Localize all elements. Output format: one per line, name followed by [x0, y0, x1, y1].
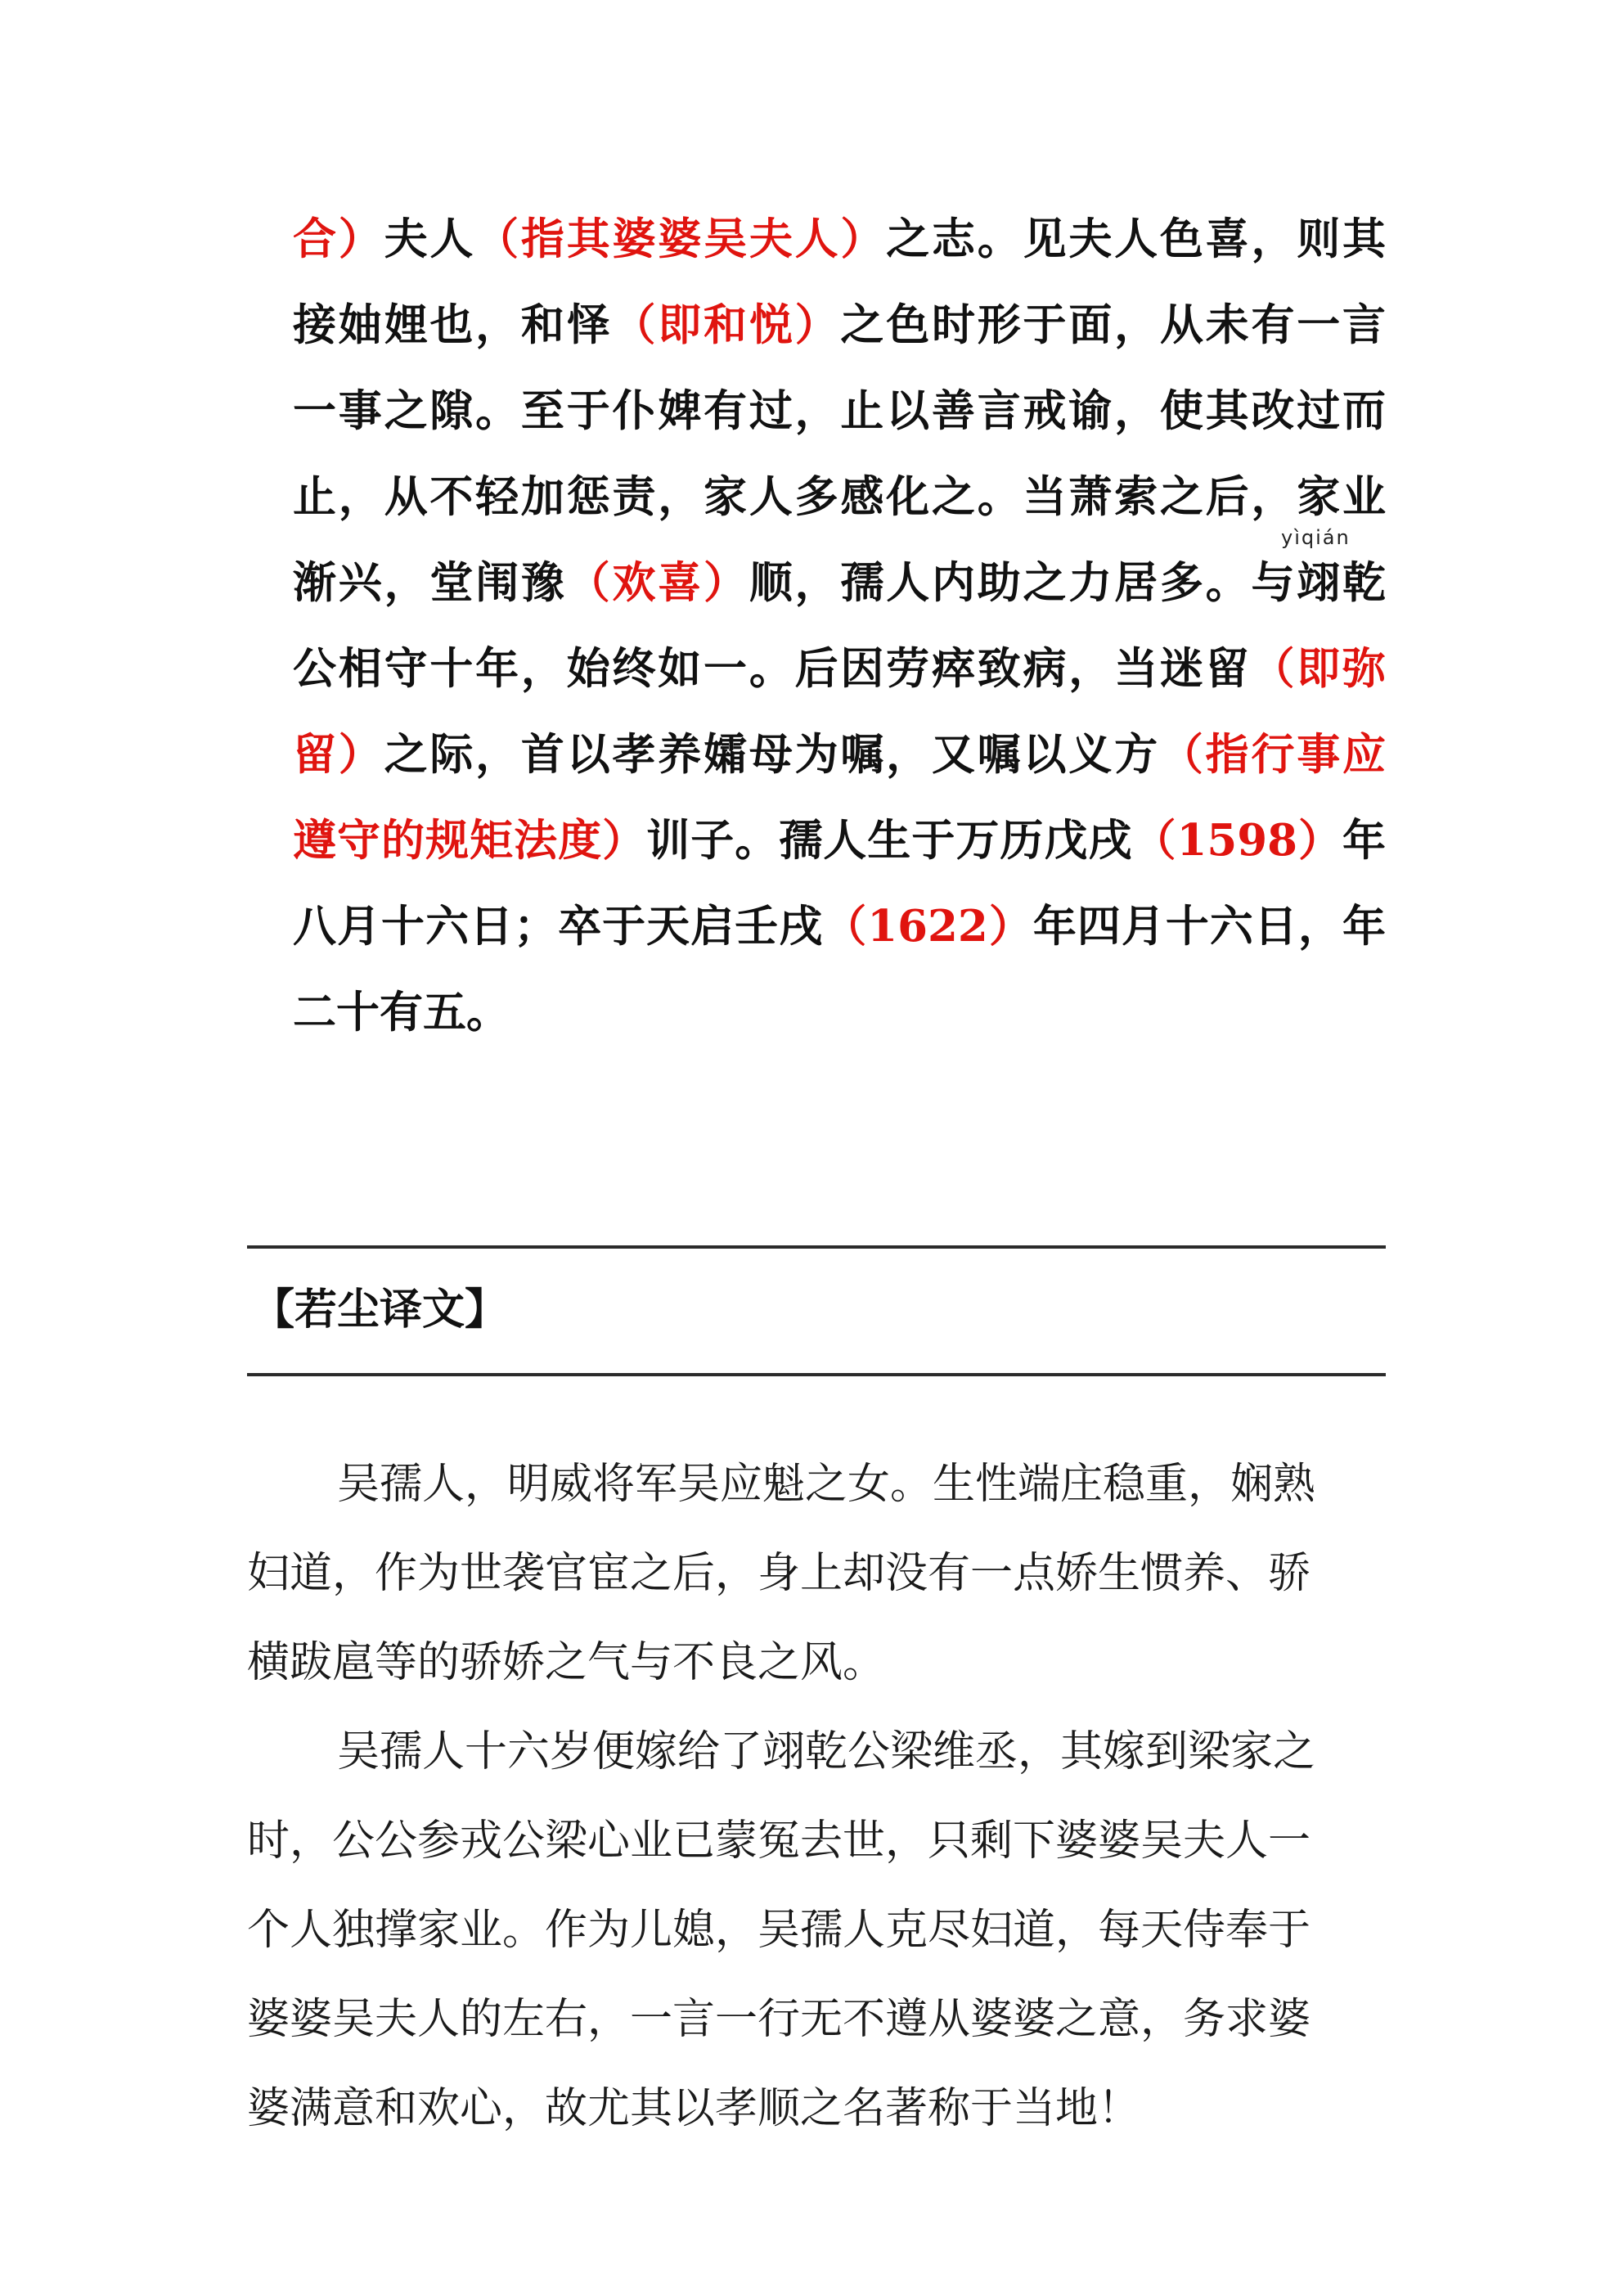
original-text-run: 止，从不轻加惩责，家人多感化之。当萧索之后，家业: [293, 471, 1386, 522]
annotation-gloss: 留）: [293, 729, 384, 780]
translation-line: 个人独撑家业。作为儿媳，吴孺人克尽妇道，每天侍奉于: [247, 1906, 1311, 1955]
original-text-run: 之志。见夫人色喜，则其: [886, 214, 1387, 264]
original-line: [293, 798, 1386, 884]
annotated-original-text: [293, 196, 1386, 1056]
annotation-gloss: 遵守的规矩法度）: [293, 815, 647, 866]
original-line: [293, 282, 1386, 368]
original-text-run: 夫人: [384, 214, 476, 264]
original-text-run: 一事之隙。至于仆婢有过，止以善言戒谕，使其改过而: [293, 385, 1386, 436]
translation-line: 妇道，作为世袭官宦之后，身上却没有一点娇生惯养、骄: [247, 1549, 1311, 1598]
original-text-run: 顺，孺人内助之力居多。与翊乾: [749, 557, 1387, 608]
annotation-gloss: （1622）: [823, 901, 1033, 952]
original-text-run: 训子。孺人生于万历戊戌: [646, 815, 1133, 866]
original-line: [293, 196, 1386, 282]
original-line: [293, 884, 1386, 970]
original-text-run: 接妯娌也，和怿: [293, 299, 613, 350]
original-text-run: 渐兴，堂闱豫: [293, 557, 567, 608]
translation-line: 婆婆吴夫人的左右，一言一行无不遵从婆婆之意，务求婆: [247, 1995, 1311, 2044]
original-line: [293, 454, 1386, 540]
translation-line: 婆满意和欢心，故尤其以孝顺之名著称于当地！: [247, 2084, 1141, 2133]
original-text-run: 年四月十六日，年: [1032, 901, 1386, 952]
section-title: 【若尘译文】: [252, 1285, 508, 1335]
pinyin-annotation: yìqián: [1281, 526, 1351, 549]
annotation-gloss: 合）: [293, 214, 384, 264]
annotation-gloss: （欢喜）: [566, 557, 749, 608]
original-line: [293, 526, 1387, 626]
annotation-gloss: （指其婆婆吴夫人）: [475, 214, 887, 264]
section-divider-top: [247, 1245, 1386, 1249]
annotation-gloss: （即弥: [1251, 643, 1387, 694]
translation-line: 吴孺人十六岁便嫁给了翊乾公梁维丞，其嫁到梁家之: [337, 1727, 1316, 1776]
original-line: [293, 626, 1386, 712]
original-line: [293, 970, 1386, 1056]
original-text-run: 八月十六日；卒于天启壬戌: [293, 901, 824, 952]
translation-text: [247, 1440, 1386, 2154]
original-text-run: 之色时形于面，从未有一言: [840, 299, 1387, 350]
translation-line: 吴孺人，明威将军吴应魁之女。生性端庄稳重，娴熟: [337, 1460, 1316, 1509]
original-text-run: 之际，首以孝养孀母为嘱，又嘱以义方: [384, 729, 1160, 780]
annotation-gloss: （指行事应: [1159, 729, 1387, 780]
original-text-run: 年: [1342, 815, 1387, 866]
annotation-gloss: （1598）: [1132, 815, 1343, 866]
original-text-run: 公相守十年，始终如一。后因劳瘁致病，当迷留: [293, 643, 1252, 694]
original-text-run: 二十有五。: [293, 987, 510, 1038]
original-line: [293, 368, 1386, 454]
translation-line: 时，公公参戎公梁心业已蒙冤去世，只剩下婆婆吴夫人一: [247, 1817, 1311, 1866]
translation-line: 横跋扈等的骄娇之气与不良之风。: [247, 1638, 886, 1687]
section-divider-bottom: [247, 1373, 1386, 1376]
original-line: [293, 712, 1386, 798]
annotation-gloss: （即和悦）: [612, 299, 841, 350]
